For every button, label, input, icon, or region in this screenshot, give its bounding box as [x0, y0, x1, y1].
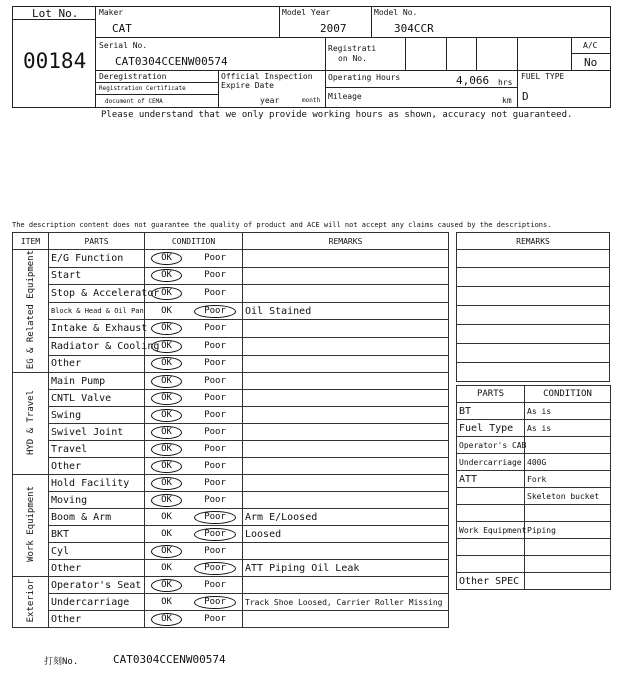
poor-circled: Poor [194, 305, 236, 318]
hrs-unit: hrs [498, 78, 513, 87]
hours-accuracy-note: Please understand that we only provide working hours as shown, accuracy not guaranteed. [101, 110, 573, 120]
right-part-name [457, 488, 525, 505]
right-condition-header: CONDITION [525, 386, 611, 403]
right-part-condition [525, 573, 611, 590]
item-header: ITEM [13, 233, 49, 250]
model-year-label: Model Year [282, 8, 331, 17]
condition-cell [145, 407, 243, 424]
ok-circled: OK [151, 340, 182, 353]
part-name: Other [49, 611, 145, 628]
inspection-row [13, 355, 449, 373]
right-part-condition: As is [525, 403, 611, 420]
right-parts-row [457, 522, 611, 539]
remark-cell: ATT Piping Oil Leak [243, 560, 449, 577]
inspection-header-row [13, 233, 449, 250]
serial-value: CAT0304CCENW00574 [115, 55, 228, 68]
remark-cell [243, 407, 449, 424]
right-remarks-cell [457, 325, 610, 344]
stamp-no-value: CAT0304CCENW00574 [113, 653, 226, 666]
poor-circled: Poor [194, 511, 236, 524]
poor-option: Poor [204, 375, 226, 386]
condition-cell [145, 458, 243, 475]
year-label: year [260, 96, 280, 105]
inspection-row [13, 302, 449, 320]
inspection-row [13, 526, 449, 543]
part-name: CNTL Valve [49, 390, 145, 407]
condition-cell [145, 594, 243, 611]
condition-cell [145, 509, 243, 526]
right-parts-row [457, 437, 611, 454]
inspection-table [12, 232, 449, 628]
right-remarks-cell [457, 306, 610, 325]
right-parts-header-row [457, 386, 611, 403]
right-part-name: Work Equipment [457, 522, 525, 539]
inspection-row [13, 320, 449, 338]
right-part-condition [525, 505, 611, 522]
item-group-label: Exterior [25, 579, 36, 623]
poor-option: Poor [204, 409, 226, 420]
ok-circled: OK [151, 494, 182, 507]
right-part-condition [525, 539, 611, 556]
ac-label: A/C [583, 41, 598, 50]
remark-cell [243, 475, 449, 492]
part-name: Hold Facility [49, 475, 145, 492]
part-name: Undercarriage [49, 594, 145, 611]
right-remarks-row [457, 306, 610, 325]
right-remarks-cell [457, 250, 610, 268]
condition-cell [145, 475, 243, 492]
right-part-condition: As is [525, 420, 611, 437]
right-part-name: Fuel Type [457, 420, 525, 437]
part-name: Stop & Accelerator [49, 285, 145, 303]
inspection-row [13, 337, 449, 355]
inspection-row [13, 492, 449, 509]
remark-cell: Loosed [243, 526, 449, 543]
part-name: Main Pump [49, 373, 145, 390]
inspection-row [13, 475, 449, 492]
item-group-cell [13, 373, 49, 475]
right-part-condition: Skeleton bucket [525, 488, 611, 505]
condition-header: CONDITION [145, 233, 243, 250]
right-part-name [457, 539, 525, 556]
poor-option: Poor [204, 340, 226, 351]
item-group-label: HYD & Travel [25, 389, 36, 455]
part-name: BKT [49, 526, 145, 543]
right-part-name: Operator's CAB [457, 437, 525, 454]
inspection-row [13, 267, 449, 285]
remark-cell [243, 611, 449, 628]
registration-label-1: Registrati [328, 44, 377, 53]
poor-option: Poor [204, 392, 226, 403]
right-remarks-row [457, 344, 610, 363]
operating-hours-label: Operating Hours [328, 73, 401, 82]
part-name: Travel [49, 441, 145, 458]
part-name: Cyl [49, 543, 145, 560]
ok-option: OK [161, 511, 172, 522]
inspection-label-1: Official Inspection [221, 72, 313, 81]
right-remarks-cell [457, 344, 610, 363]
right-part-name: ATT [457, 471, 525, 488]
ok-circled: OK [151, 357, 182, 370]
right-parts-row [457, 539, 611, 556]
deregistration-label: Deregistration [99, 72, 167, 81]
right-remarks-cell [457, 287, 610, 306]
ok-circled: OK [151, 392, 182, 405]
poor-option: Poor [204, 426, 226, 437]
inspection-label-2: Expire Date [221, 81, 274, 90]
right-remarks-header: REMARKS [457, 233, 610, 250]
remark-cell [243, 337, 449, 355]
stamp-no-label: 打刻No. [44, 657, 79, 667]
condition-cell [145, 355, 243, 373]
condition-cell [145, 250, 243, 268]
poor-circled: Poor [194, 596, 236, 609]
remark-cell [243, 250, 449, 268]
poor-option: Poor [204, 477, 226, 488]
condition-cell [145, 337, 243, 355]
fuel-type-value: D [522, 90, 529, 103]
poor-option: Poor [204, 252, 226, 263]
part-name: Block & Head & Oil Pan [49, 302, 145, 320]
inspection-row [13, 250, 449, 268]
right-remarks-row [457, 325, 610, 344]
poor-option: Poor [204, 323, 226, 334]
inspection-row [13, 407, 449, 424]
right-remarks-row [457, 268, 610, 287]
part-name: Swing [49, 407, 145, 424]
ok-option: OK [161, 528, 172, 539]
right-parts-row [457, 420, 611, 437]
remark-cell: Track Shoe Loosed, Carrier Roller Missing [243, 594, 449, 611]
poor-option: Poor [204, 545, 226, 556]
right-part-name [457, 505, 525, 522]
remark-cell [243, 441, 449, 458]
condition-cell [145, 302, 243, 320]
condition-cell [145, 560, 243, 577]
remark-cell [243, 373, 449, 390]
poor-option: Poor [204, 579, 226, 590]
inspection-row [13, 441, 449, 458]
mileage-label: Mileage [328, 92, 362, 101]
part-name: Radiator & Cooling [49, 337, 145, 355]
remark-cell [243, 492, 449, 509]
ok-circled: OK [151, 613, 182, 626]
remark-cell [243, 355, 449, 373]
poor-option: Poor [204, 270, 226, 281]
km-unit: km [502, 96, 512, 105]
poor-option: Poor [204, 460, 226, 471]
poor-option: Poor [204, 443, 226, 454]
ok-circled: OK [151, 545, 182, 558]
inspection-row [13, 543, 449, 560]
ok-circled: OK [151, 409, 182, 422]
registration-certificate-label: Registration Certificate [99, 85, 186, 92]
condition-cell [145, 320, 243, 338]
part-name: Intake & Exhaust [49, 320, 145, 338]
condition-cell [145, 492, 243, 509]
part-name: Start [49, 267, 145, 285]
inspection-row [13, 285, 449, 303]
right-part-name [457, 556, 525, 573]
ok-circled: OK [151, 269, 182, 282]
lot-label: Lot No. [32, 7, 79, 20]
condition-cell [145, 285, 243, 303]
right-part-condition: 400G [525, 454, 611, 471]
right-part-name: Undercarriage [457, 454, 525, 471]
remark-cell [243, 424, 449, 441]
right-remarks-row [457, 363, 610, 382]
condition-cell [145, 526, 243, 543]
maker-label: Maker [99, 8, 124, 17]
right-part-condition: Fork [525, 471, 611, 488]
condition-cell [145, 390, 243, 407]
condition-cell [145, 267, 243, 285]
ok-circled: OK [151, 477, 182, 490]
poor-circled: Poor [194, 562, 236, 575]
disclaimer: The description content does not guarantee the quality of product and ACE will not accept any claims caused by the descriptions. [12, 221, 552, 229]
ok-option: OK [161, 305, 172, 316]
right-parts-row [457, 403, 611, 420]
right-part-condition: Piping [525, 522, 611, 539]
ok-circled: OK [151, 426, 182, 439]
remark-cell [243, 267, 449, 285]
right-remarks-row [457, 250, 610, 268]
ok-circled: OK [151, 287, 182, 300]
maker-value: CAT [112, 22, 132, 35]
inspection-row [13, 373, 449, 390]
poor-option: Poor [204, 494, 226, 505]
model-no-label: Model No. [374, 8, 418, 17]
part-name: Other [49, 355, 145, 373]
inspection-row [13, 560, 449, 577]
right-part-condition [525, 556, 611, 573]
ok-circled: OK [151, 460, 182, 473]
right-parts-row [457, 488, 611, 505]
item-group-label: Work Equipment [25, 486, 36, 563]
cema-document-label: document of CEMA [105, 98, 163, 105]
inspection-row [13, 424, 449, 441]
ok-circled: OK [151, 322, 182, 335]
part-name: Other [49, 458, 145, 475]
ok-circled: OK [151, 579, 182, 592]
right-remarks-cell [457, 268, 610, 287]
condition-cell [145, 373, 243, 390]
right-part-name: BT [457, 403, 525, 420]
poor-circled: Poor [194, 528, 236, 541]
item-group-label: EG & Related Equipment [25, 250, 36, 370]
remark-cell [243, 458, 449, 475]
parts-header: PARTS [49, 233, 145, 250]
part-name: E/G Function [49, 250, 145, 268]
part-name: Moving [49, 492, 145, 509]
remark-cell [243, 285, 449, 303]
right-remarks-row [457, 287, 610, 306]
right-remarks-table [456, 232, 610, 382]
right-parts-row [457, 573, 611, 590]
item-group-cell [13, 475, 49, 577]
right-parts-header: PARTS [457, 386, 525, 403]
right-parts-table [456, 385, 611, 590]
part-name: Other [49, 560, 145, 577]
condition-cell [145, 611, 243, 628]
remark-cell [243, 320, 449, 338]
right-part-condition [525, 437, 611, 454]
lot-number: 00184 [23, 49, 87, 73]
poor-option: Poor [204, 358, 226, 369]
ok-option: OK [161, 596, 172, 607]
item-group-cell [13, 250, 49, 373]
right-parts-row [457, 471, 611, 488]
inspection-row [13, 611, 449, 628]
inspection-row [13, 509, 449, 526]
right-parts-row [457, 505, 611, 522]
condition-cell [145, 441, 243, 458]
ok-circled: OK [151, 443, 182, 456]
serial-label: Serial No. [99, 41, 148, 50]
ok-circled: OK [151, 252, 182, 265]
condition-cell [145, 577, 243, 594]
part-name: Operator's Seat [49, 577, 145, 594]
part-name: Boom & Arm [49, 509, 145, 526]
item-group-cell [13, 577, 49, 628]
fuel-type-label: FUEL TYPE [521, 72, 565, 81]
remark-cell [243, 390, 449, 407]
registration-label-2: on No. [338, 54, 367, 63]
poor-option: Poor [204, 613, 226, 624]
right-parts-row [457, 556, 611, 573]
model-no-value: 304CCR [394, 22, 434, 35]
inspection-row [13, 390, 449, 407]
inspection-row [13, 577, 449, 594]
poor-option: Poor [204, 287, 226, 298]
inspection-row [13, 458, 449, 475]
remark-cell [243, 577, 449, 594]
ok-option: OK [161, 562, 172, 573]
right-parts-row [457, 454, 611, 471]
remark-cell: Oil Stained [243, 302, 449, 320]
remark-cell [243, 543, 449, 560]
condition-cell [145, 424, 243, 441]
ok-circled: OK [151, 375, 182, 388]
inspection-row [13, 594, 449, 611]
right-remarks-cell [457, 363, 610, 382]
remarks-header: REMARKS [243, 233, 449, 250]
model-year-value: 2007 [320, 22, 347, 35]
operating-hours-value: 4,066 [456, 74, 490, 87]
condition-cell [145, 543, 243, 560]
part-name: Swivel Joint [49, 424, 145, 441]
right-part-name: Other SPEC [457, 573, 525, 590]
month-label: month [302, 97, 321, 104]
ac-value: No [584, 56, 598, 69]
remark-cell: Arm E/Loosed [243, 509, 449, 526]
